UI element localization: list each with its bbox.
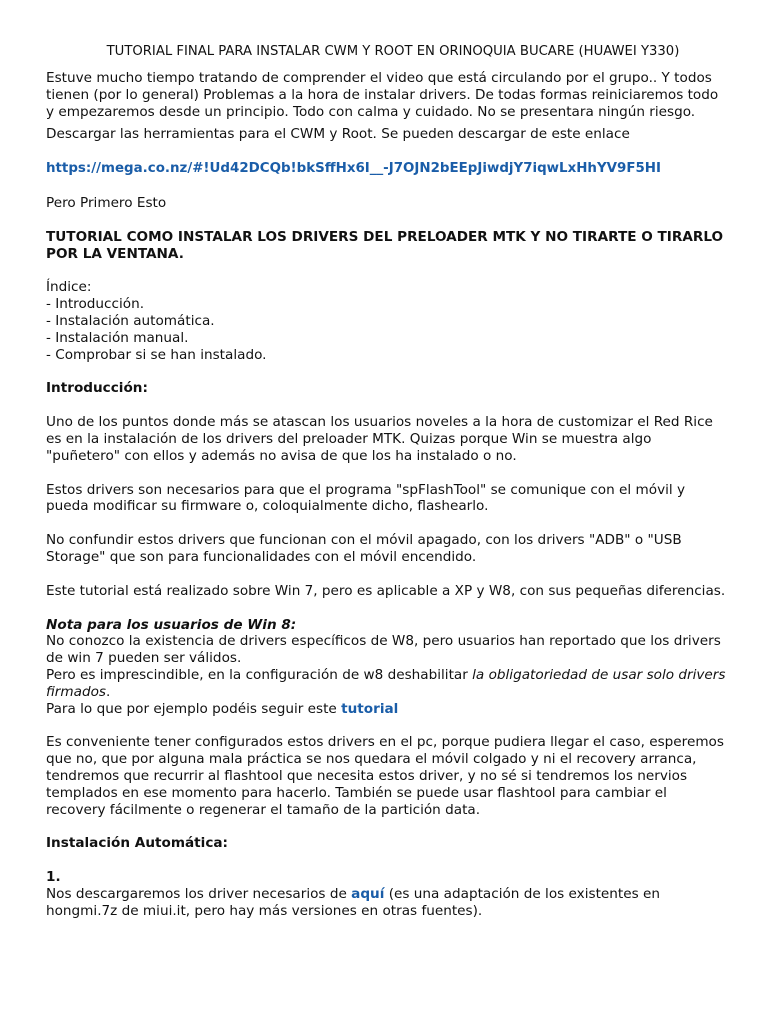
paragraph-3: No confundir estos drivers que funcionan con el móvil apagado, con los drivers "ADB" o "USB Storage" que son para funcionalidades con el móvil encendido. <box>46 532 682 565</box>
win8-note <box>46 617 726 718</box>
step-1-text <box>46 886 726 920</box>
paragraph-2: Estos drivers son necesarios para que el programa "spFlashTool" se comunique con el móvil y pueda modificar su firmware o, coloquialmente dicho, flashearlo. <box>46 481 686 515</box>
index-item: - Comprobar si se han instalado. <box>46 346 267 363</box>
download-text: Descargar las herramientas para el CWM y Root. Se pueden descargar de este enlace <box>46 126 630 143</box>
first-this-text: Pero Primero Esto <box>46 194 167 211</box>
auto-install-heading: Instalación Automática: <box>46 835 228 852</box>
index-item: - Instalación manual. <box>46 329 189 346</box>
paragraph-4: Este tutorial está realizado sobre Win 7, pero es aplicable a XP y W8, con sus pequeñas diferencias. <box>46 582 726 599</box>
note-line-3 <box>46 701 726 718</box>
note-heading: Nota para los usuarios de Win 8: <box>46 616 297 633</box>
intro-paragraph: Estuve mucho tiempo tratando de comprender el video que está circulando por el grupo.. Y todos tienen (por lo general) Problemas a la hora de instalar drivers. De todas formas reiniciaremos todo y empezaremos desde un principio. Todo con calma y cuidado. No se presentara ningún riesgo. <box>46 70 719 120</box>
index-item: - Instalación automática. <box>46 312 215 329</box>
note-3-text: Para lo que por ejemplo podéis seguir este <box>46 700 342 717</box>
paragraph-5: Es conveniente tener configurados estos drivers en el pc, porque pudiera llegar el caso, esperemos que no, que por alguna mala práctica se nos quedara el móvil colgado y ni el recovery arranca, tendremos que recurrir al flashtool que necesita estos driver, y no sé si tendremos los nervios templados en ese momento para hacerlo. También se puede usar flashtool para cambiar el recovery fácilmente o regenerar el tamaño de la partición data. <box>46 734 724 818</box>
index-list <box>46 279 726 363</box>
tutorial-link[interactable]: tutorial <box>341 700 399 717</box>
index-item: - Introducción. <box>46 296 145 313</box>
note-line-1: No conozco la existencia de drivers específicos de W8, pero usuarios han reportado que los drivers de win 7 pueden ser válidos. <box>46 633 721 667</box>
note-line-2 <box>46 667 726 701</box>
document-page <box>46 43 726 919</box>
step-1-pre: Nos descargaremos los driver necesarios de <box>46 885 352 902</box>
note-2-text: Pero es imprescindible, en la configuración de w8 deshabilitar <box>46 666 473 683</box>
subtitle-heading: TUTORIAL COMO INSTALAR LOS DRIVERS DEL PRELOADER MTK Y NO TIRARTE O TIRARLO POR LA VENTANA. <box>46 228 724 262</box>
index-title: Índice: <box>46 279 92 296</box>
note-2-italic: la obligatoriedad de usar solo drivers firmados <box>46 666 726 700</box>
intro-heading: Introducción: <box>46 380 148 397</box>
download-here-link[interactable]: aquí <box>351 885 385 902</box>
step-1-post: (es una adaptación de los existentes en hongmi.7z de miui.it, pero hay más versiones en otras fuentes). <box>46 885 660 919</box>
step-number: 1. <box>46 869 61 886</box>
document-title: TUTORIAL FINAL PARA INSTALAR CWM Y ROOT EN ORINOQUIA BUCARE (HUAWEI Y330) <box>106 44 680 59</box>
download-link[interactable]: https://mega.co.nz/#!Ud42DCQb!bkSffHx6I__-J7OJN2bEEpJiwdjY7iqwLxHhYV9F5HI <box>46 161 661 177</box>
step-1 <box>46 869 726 919</box>
note-2-end: . <box>105 683 111 700</box>
paragraph-1: Uno de los puntos donde más se atascan los usuarios noveles a la hora de customizar el Red Rice es en la instalación de los drivers del preloader MTK. Quizas porque Win se muestra algo "puñetero" con ellos y además no avisa de que los ha instalado o no. <box>46 414 713 464</box>
